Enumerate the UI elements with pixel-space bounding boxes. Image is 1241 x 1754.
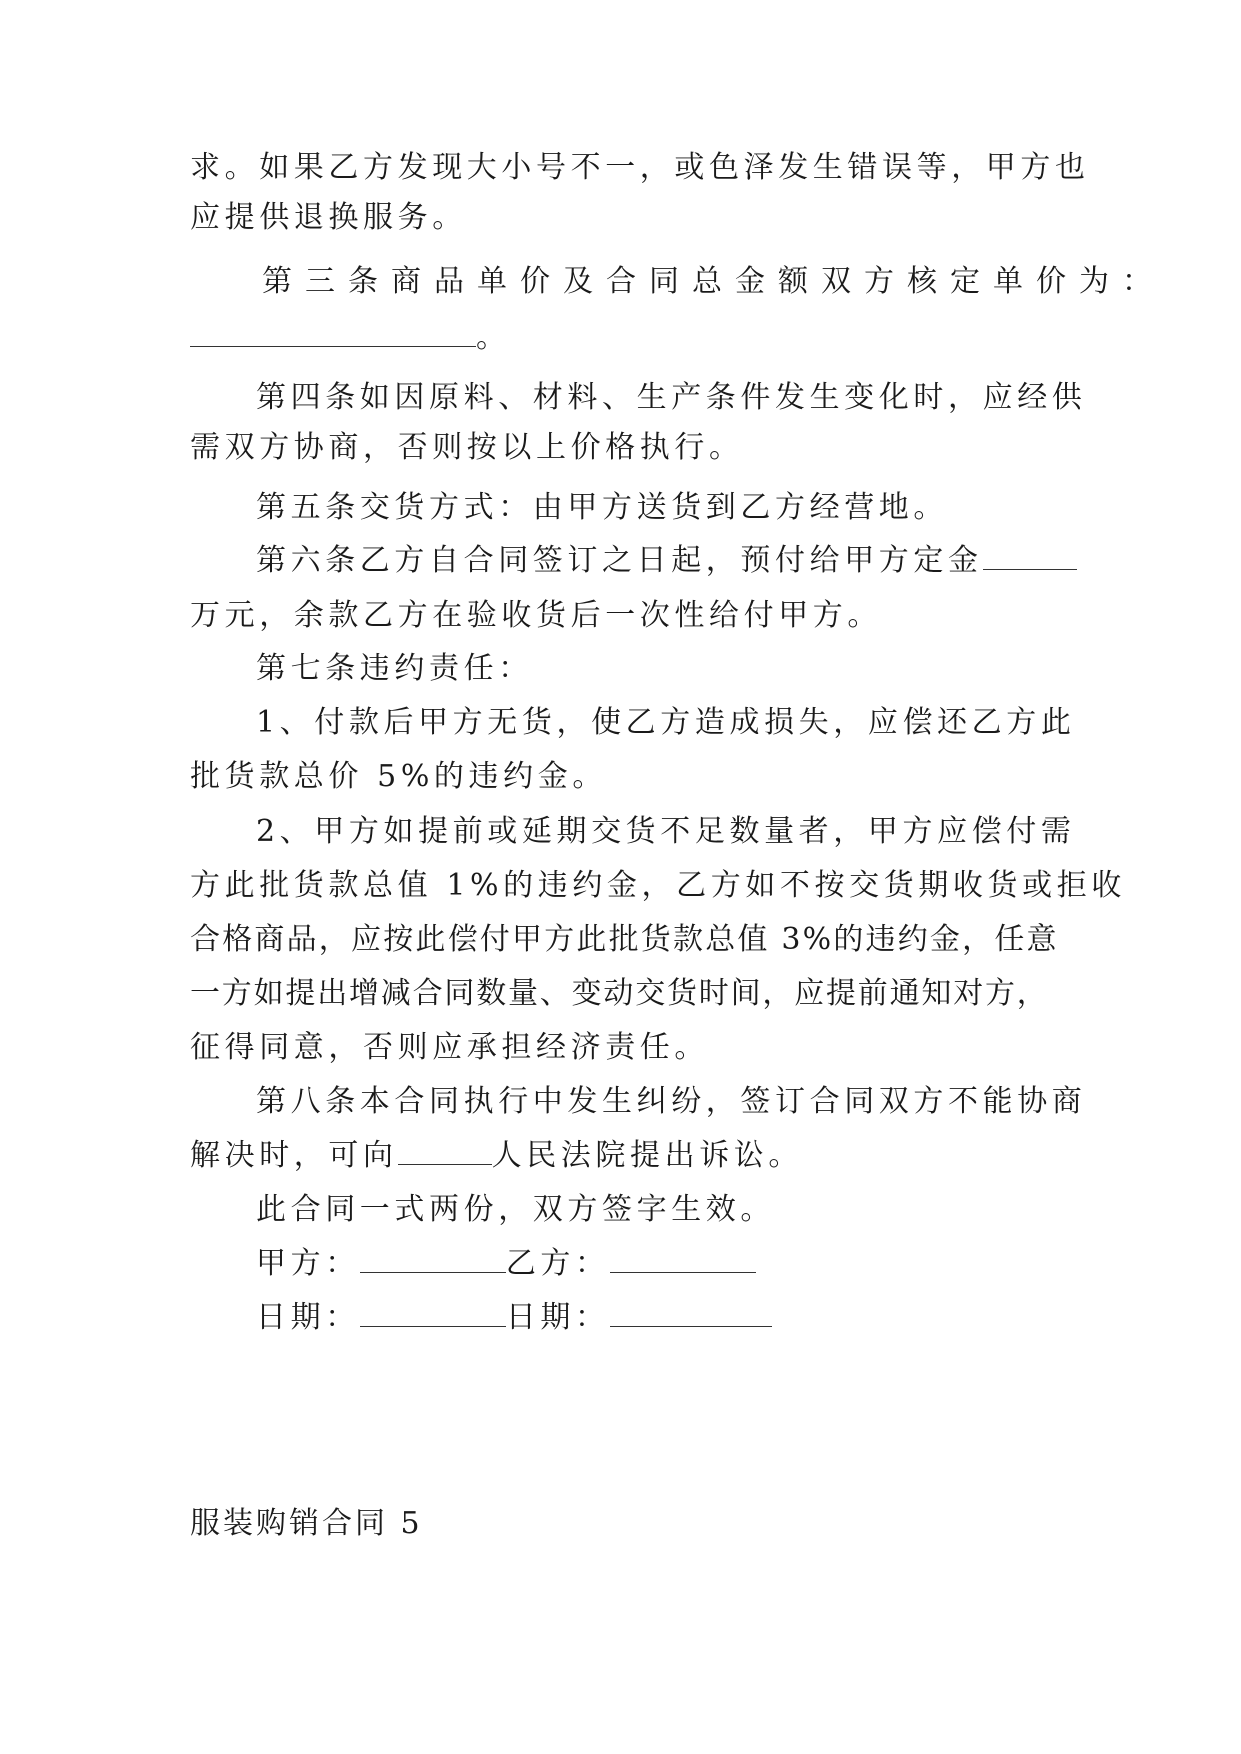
party-signature-line: [256, 1244, 756, 1284]
paragraph-line: 万元，余款乙方在验收货后一次性给付甲方。: [190, 598, 882, 633]
clause-5-line: 第五条交货方式：由甲方送货到乙方经营地。: [256, 490, 948, 525]
court-line: [190, 1136, 803, 1176]
next-section-title: 服装购销合同 5: [190, 1506, 423, 1541]
paragraph-line: 需双方协商，否则按以上价格执行。: [190, 430, 744, 465]
paragraph-line: 征得同意，否则应承担经济责任。: [190, 1030, 709, 1065]
clause-6-line: [256, 541, 1077, 581]
clause-4-line: 第四条如因原料、材料、生产条件发生变化时，应经供: [256, 380, 1087, 415]
party-b-label: 乙方：: [505, 1246, 610, 1281]
party-b-blank: [610, 1246, 756, 1273]
date-b-blank: [610, 1300, 772, 1327]
court-blank: [398, 1138, 492, 1165]
effect-line: 此合同一式两份，双方签字生效。: [256, 1192, 775, 1227]
paragraph-line: 应提供退换服务。: [190, 200, 467, 235]
paragraph-line: 求。如果乙方发现大小号不一，或色泽发生错误等，甲方也: [190, 150, 1090, 185]
paragraph-line: 一方如提出增减合同数量、变动交货时间，应提前通知对方，: [190, 976, 1049, 1011]
paragraph-line: 合格商品，应按此偿付甲方此批货款总值 3%的违约金，任意: [190, 922, 1059, 957]
date-b-label: 日期：: [505, 1300, 610, 1335]
clause-6-text: 第六条乙方自合同签订之日起，预付给甲方定金: [256, 543, 983, 578]
court-text-end: 人民法院提出诉讼。: [491, 1138, 804, 1173]
clause-7-line: 第七条违约责任：: [256, 651, 533, 686]
court-text-start: 解决时，可向: [190, 1138, 398, 1173]
item-1-line: 1、付款后甲方无货，使乙方造成损失，应偿还乙方此: [256, 705, 1076, 740]
party-a-label: 甲方：: [256, 1246, 360, 1281]
clause-8-line: 第八条本合同执行中发生纠纷，签订合同双方不能协商: [256, 1084, 1087, 1119]
date-a-blank: [360, 1300, 506, 1327]
paragraph-line: 批货款总价 5%的违约金。: [190, 759, 607, 794]
unit-price-blank: [190, 320, 476, 347]
paragraph-line: 方此批货款总值 1%的违约金，乙方如不按交货期收货或拒收: [190, 868, 1126, 903]
unit-price-line: [190, 318, 511, 358]
deposit-blank: [983, 543, 1077, 570]
date-signature-line: [256, 1298, 772, 1338]
clause-3-line: 第三条商品单价及合同总金额双方核定单价为：: [262, 264, 1165, 299]
item-2-line: 2、甲方如提前或延期交货不足数量者，甲方应偿付需: [256, 814, 1076, 849]
date-a-label: 日期：: [256, 1300, 360, 1335]
period-text: 。: [476, 320, 511, 355]
party-a-blank: [360, 1246, 506, 1273]
